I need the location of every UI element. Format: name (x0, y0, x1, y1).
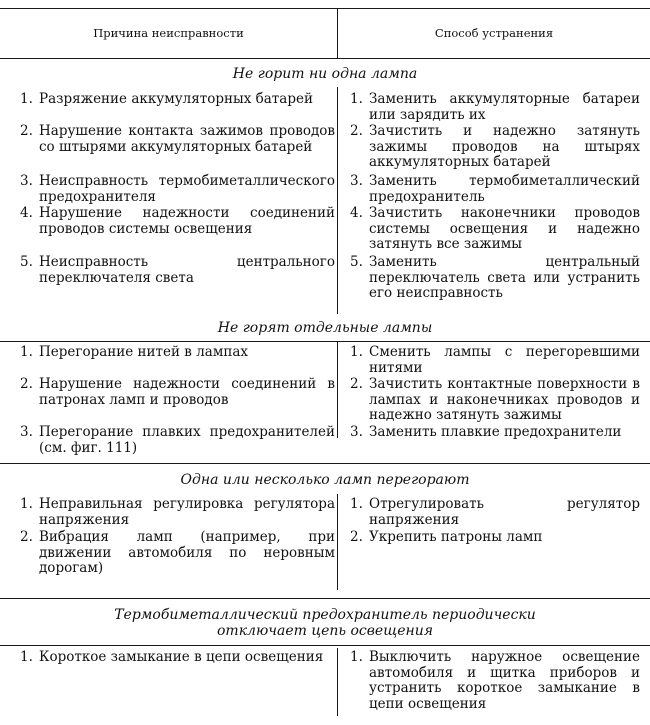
cause-item (20, 345, 335, 361)
cause-item (20, 497, 335, 528)
item-text: Перегорание плавких предохранителей (см. фиг. 111) (39, 424, 335, 456)
item-number: 3. (20, 424, 33, 440)
item-text: Заменить плавкие предохранители (369, 424, 622, 440)
remedy-item (350, 425, 640, 441)
cause-item (20, 530, 335, 577)
section-rule (0, 645, 650, 646)
item-text: Зачистить контактные поверхности в лампах и наконечниках проводов и надежно затянуть зажимы (369, 376, 640, 423)
remedy-item (350, 497, 640, 528)
item-number: 3. (350, 424, 363, 440)
item-text: Зачистить наконечники проводов системы освещения и надежно затянуть все зажимы (369, 205, 640, 252)
item-number: 5. (20, 254, 33, 270)
section-title: Одна или несколько ламп перегорают (180, 472, 470, 488)
item-text: Укрепить патроны ламп (369, 529, 543, 545)
item-text: Нарушение надежности соединений проводов системы освещения (39, 205, 335, 237)
cause-item (20, 377, 335, 408)
cause-item (20, 174, 335, 205)
item-number: 4. (350, 205, 363, 221)
remedy-item (350, 377, 640, 424)
remedy-item (350, 345, 640, 376)
column-divider (337, 87, 338, 314)
item-number: 1. (20, 649, 33, 665)
item-number: 1. (20, 344, 33, 360)
item-number: 5. (350, 254, 363, 270)
item-text: Разряжение аккумуляторных батарей (39, 91, 313, 107)
item-text: Нарушение контакта зажимов проводов со штырями аккумуляторных батарей (39, 123, 335, 155)
remedy-item (350, 124, 640, 171)
cause-item (20, 124, 335, 155)
item-number: 3. (350, 173, 363, 189)
remedy-item (350, 92, 640, 123)
remedy-item (350, 650, 640, 712)
item-number: 1. (350, 649, 363, 665)
item-text: Заменить термобиметаллический предохранитель (369, 173, 640, 205)
section-rule (0, 463, 650, 464)
remedy-item (350, 206, 640, 253)
remedy-item (350, 174, 640, 205)
column-divider (337, 494, 338, 590)
section-rule (0, 341, 650, 342)
header-bottom-rule (0, 58, 650, 59)
item-text: Выключить наружное освещение автомобиля и щитка приборов и устранить короткое замыкание в цепи освещения (369, 649, 640, 712)
item-text: Неисправность термобиметаллического предохранителя (39, 173, 335, 205)
item-number: 2. (20, 529, 33, 545)
remedy-item (350, 530, 640, 546)
column-divider (337, 648, 338, 716)
header-cause: Причина неисправности (93, 26, 244, 40)
item-text: Заменить центральный переключатель света или устранить его неисправность (369, 254, 640, 301)
item-text: Неисправность центрального переключателя света (39, 254, 335, 286)
section-title-line: отключает цепь освещения (216, 623, 434, 639)
cause-item (20, 92, 335, 108)
section-title-line: Термобиметаллический предохранитель периодически (114, 607, 536, 623)
section-rule (0, 598, 650, 599)
item-number: 2. (350, 529, 363, 545)
item-number: 2. (20, 123, 33, 139)
cause-item (20, 206, 335, 237)
item-number: 4. (20, 205, 33, 221)
column-divider (337, 342, 338, 438)
item-number: 1. (20, 496, 33, 512)
header-remedy: Способ устранения (434, 26, 554, 40)
cause-item (20, 255, 335, 286)
item-text: Перегорание нитей в лампах (39, 344, 248, 360)
item-text: Неправильная регулировка регулятора напряжения (39, 496, 335, 528)
item-number: 3. (20, 173, 33, 189)
item-number: 1. (350, 496, 363, 512)
item-number: 1. (350, 91, 363, 107)
item-number: 1. (20, 91, 33, 107)
item-number: 2. (350, 376, 363, 392)
item-text: Нарушение надежности соединений в патронах ламп и проводов (39, 376, 335, 408)
item-number: 2. (20, 376, 33, 392)
item-text: Зачистить и надежно затянуть зажимы проводов на штырях аккумуляторных батарей (369, 123, 640, 170)
item-text: Сменить лампы с перегоревшими нитями (369, 344, 640, 376)
item-number: 2. (350, 123, 363, 139)
item-text: Вибрация ламп (например, при движении автомобиля по неровным дорогам) (39, 529, 335, 576)
item-text: Заменить аккумуляторные батареи или зарядить их (369, 91, 640, 123)
item-text: Отрегулировать регулятор напряжения (369, 496, 640, 528)
item-number: 1. (350, 344, 363, 360)
cause-item (20, 425, 335, 456)
cause-item (20, 650, 335, 666)
remedy-item (350, 255, 640, 302)
section-title: Не горят отдельные лампы (217, 320, 433, 336)
item-text: Короткое замыкание в цепи освещения (39, 649, 324, 665)
section-title: Не горит ни одна лампа (232, 66, 418, 82)
